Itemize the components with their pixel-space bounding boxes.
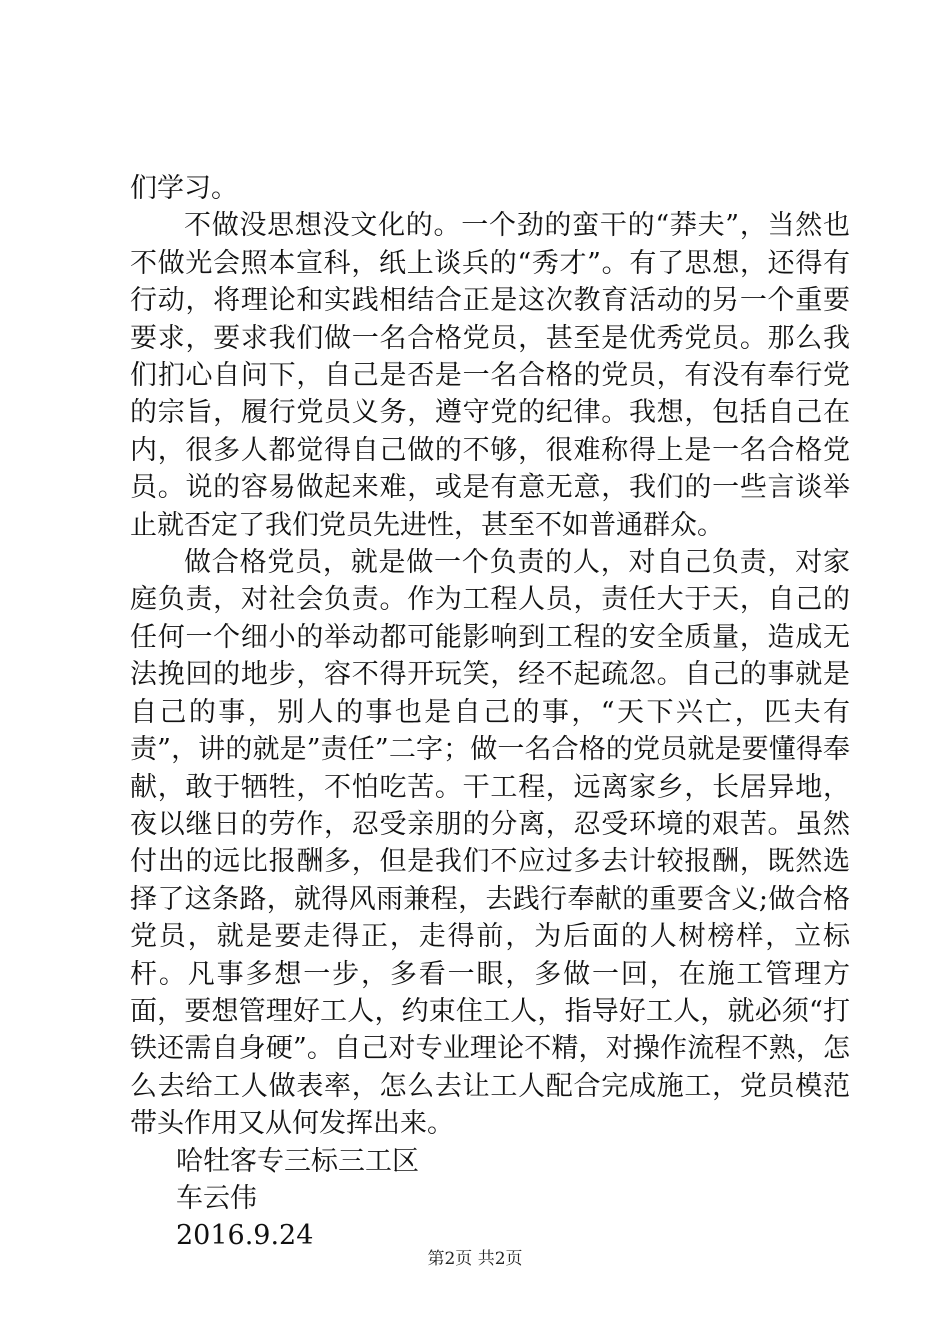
signature-organization: 哈牡客专三标三工区 <box>176 1145 419 1177</box>
page-number-footer: 第2页 共2页 <box>427 1249 523 1269</box>
document-body <box>130 170 850 1255</box>
signature-name: 车云伟 <box>176 1182 257 1214</box>
paragraph-thought-and-action: 不做没思想没文化的。一个劲的蛮干的“莽夫”，当然也不做光会照本宣科，纸上谈兵的“秀才”。有了思想，还得有行动，将理论和实践相结合正是这次教育活动的另一个重要要求，要求我们做一名合格党员，甚至是优秀党员。那么我们扪心自问下，自己是否是一名合格的党员，有没有奉行党的宗旨，履行党员义务，遵守党的纪律。我想，包括自己在内，很多人都觉得自己做的不够，很难称得上是一名合格党员。说的容易做起来难，或是有意无意，我们的一些言谈举止就否定了我们党员先进性，甚至不如普通群众。 <box>130 210 850 541</box>
paragraph-continuation: 们学习。 <box>130 173 238 204</box>
signature-date: 2016.9.24 <box>176 1220 314 1252</box>
paragraph-responsibility: 做合格党员，就是做一个负责的人，对自己负责，对家庭负责，对社会负责。作为工程人员，责任大于天，自己的任何一个细小的举动都可能影响到工程的安全质量，造成无法挽回的地步，容不得开玩笑，经不起疏忽。自己的事就是自己的事，别人的事也是自己的事，“天下兴亡，匹夫有责”，讲的就是”责任”二字；做一名合格的党员就是要懂得奉献，敢于牺牲，不怕吃苦。干工程，远离家乡，长居异地，夜以继日的劳作，忍受亲朋的分离，忍受环境的艰苦。虽然付出的远比报酬多，但是我们不应过多去计较报酬，既然选择了这条路，就得风雨兼程，去践行奉献的重要含义;做合格党员，就是要走得正，走得前，为后面的人树榜样，立标杆。凡事多想一步，多看一眼，多做一回，在施工管理方面，要想管理好工人，约束住工人，指导好工人，就必须“打铁还需自身硬”。自己对专业理论不精，对操作流程不熟，怎么去给工人做表率，怎么去让工人配合完成施工，党员模范带头作用又从何发挥出来。 <box>130 547 850 1140</box>
